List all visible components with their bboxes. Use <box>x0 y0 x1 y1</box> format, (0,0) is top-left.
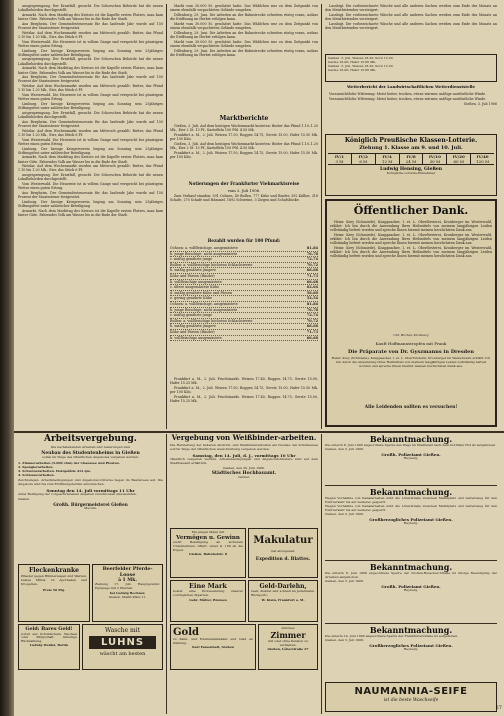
bekanntmachung-block <box>325 487 497 559</box>
bekanntmachung-heading: Bekanntmachung. <box>369 625 453 635</box>
arbeitsvergebung-item: 4. Schlosserarbeiten. <box>18 472 55 477</box>
news-paragraph: Vom Westerwald. Die Heuernte ist in vollem Gange und verspricht bei günstigem Wetter einen guten Ertrag. <box>18 182 163 191</box>
lotterie-grid <box>328 153 494 165</box>
notice-paragraph: Lassbigt. Die vorbezeichnete Wäsche und alle anderen Sachen werden zum Ende des Monats an den Meistbietenden versteigert. <box>325 21 497 30</box>
bekanntmachung-city-date: Gießen, den 3. Juli 1906. <box>325 578 364 583</box>
marktberichte-text <box>170 124 318 180</box>
page-number: 27 <box>495 705 502 711</box>
fleckenkranke-price: Preis 50 Pfg. <box>42 587 66 592</box>
lotterie-vendor-sub: Königliche Lotterie-Einnehmer <box>386 171 436 175</box>
weissbinder-notice <box>170 434 318 526</box>
grain-price-line: Gießen. 3. Juli. Weizen 18.20, Korn 15.20 <box>328 63 393 68</box>
lotterie-cell <box>447 154 471 164</box>
news-paragraph: Vom Westerwald. Die Heuernte ist in vollem Gange und verspricht bei günstigem Wetter einen guten Ertrag. <box>18 93 163 102</box>
column-divider <box>166 4 167 429</box>
grain-price-line: Gießen. 3. Juli. Weizen 18.20, Korn 15.20 <box>328 56 393 60</box>
zimmer-foot: Gießen, Löberstraße 27 <box>267 646 309 651</box>
price-value: 66–68 <box>306 279 318 284</box>
price-value: 56–60 <box>306 290 318 295</box>
arbeitsvergebung-intro: Die nachstehenden Arbeiten und Lieferungen zum <box>50 445 131 449</box>
price-value: 71–73 <box>306 329 318 334</box>
gold-body: zu Zahn- und Edelmetallankauf und Geld an Zahlung. <box>173 637 253 645</box>
bekanntmachung-body: Wegen Vornahme von Kanalarbeiten wird die Löberstraße zwischen Marktplatz und Seltersweg für den Fuhrverkehr bis auf weiteres gesperrt. <box>325 496 497 504</box>
weissbinder-body: Die Herstellung der äußeren Anstrich- und Weißbinderarbeiten am Neubau des Schulhauses soll im Wege der öffentlichen Ausschreibung vergeben werden. <box>170 443 318 451</box>
news-paragraph: Armarkt. Nach dem Markttag des Kreises ist die Kapelle ersten Platzes, man kam hinter Güte. Fahrendes Volk am Wasser bis in die Bude der Stadt. <box>18 66 163 75</box>
lotterie-class: IV/2 <box>358 154 368 159</box>
price-value: 66–68 <box>306 268 318 273</box>
bekanntmachung-office: Großh. Polizeiamt Gießen. <box>381 583 441 589</box>
dank-brand: Die Präparate von Dr. Gyszmanns in Dresden <box>348 348 474 355</box>
market-paragraph: Gießen, 3. Juli. Auf dem heutigen Wochenmarkt kosteten: Butter das Pfund 1.10–1.20 Mk., Eier 2 St. 13 Pf., Kartoffeln 100 Pfd. 4.50 Mk. <box>170 124 318 133</box>
lotterie-price: 120 M <box>476 159 490 164</box>
news-paragraph: Wetzlar. Auf dem Wochenmarkt wurden am Mittwoch gezahlt: Butter, das Pfund 1.10 bis 1.20 Mk., Eier, das Stück 6 Pf. <box>18 128 163 137</box>
dank-paragraph: Heinr. Krey (Schmiede), Knappsacker, I. et. L. Oberförsterei, Kronberger im Westerwald, erklärt: Ich bin durch die Anwendung Ihres Heilmittels von meinem langjährigen Leiden vollständig befreit worden und spreche Ihnen hiermit meinen herzlichsten Dank aus. <box>330 233 492 246</box>
viehmarkt-heading: Notierungen der Frankfurter Viehmarktsreise <box>188 182 300 187</box>
waschmittel-line1: Wasche mit <box>104 627 140 634</box>
dank-footer-bold: Alle Leidenden sollten es versuchen! <box>364 404 458 410</box>
market-closing <box>170 377 318 429</box>
price-label: Bullen: a. vollfleischige höchsten Schlachtwerts <box>170 318 253 323</box>
bekanntmachung-city-date: Gießen, den 2. Juli 1906. <box>325 446 364 451</box>
bekanntmachung-city-date: Gießen, den 3. Juli 1906. <box>325 637 364 642</box>
geld-darlehn-foot: W. Klein, Frankfurt a. M. <box>261 597 305 602</box>
column-divider <box>166 434 167 714</box>
weissbinder-body2: öffentlich vergeben werden. Arbeitsbedingungen und Angebotsformulare sind auf dem Stadtbauamt erhältlich. <box>170 456 318 465</box>
naumann-ad <box>325 682 497 712</box>
news-paragraph: Armarkt. Nach dem Markttag des Kreises ist die Kapelle ersten Platzes, man kam hinter Güte. Fahrendes Volk am Wasser bis in die Bude der Stadt. <box>18 12 163 22</box>
bekanntmachung-office: Großh. Polizeiamt Gießen. <box>381 451 441 457</box>
arbeitsvergebung-item: 1. Zimmerarbeiten (5.000 cbm) der Chaussee und Pfosten. <box>18 460 120 465</box>
lotterie-cell <box>352 154 376 164</box>
news-paragraph: ausgesprengung. Der Ernstfall, gesucht. Die Schorschen Behörde hat die neuen Lokalbehörden durchgestellt. <box>18 110 163 120</box>
price-label: c. ältere ausgemästete Kühe <box>170 285 219 290</box>
bekanntmachung-block <box>325 434 497 484</box>
news-paragraph: Markt vom 30.000 M. geschätzt hatte. Das Wäldchen war zu dem Zeitpunkt von einem ebenfalls verpachteten Gelände umgeben. <box>170 21 318 30</box>
price-value: 72–74 <box>306 257 318 262</box>
price-value: 62–64 <box>306 285 318 290</box>
price-label: Ochsen: a. vollfleischige, ausgemästete <box>170 246 238 250</box>
notice-paragraph: Lassbigt. Die vorbezeichnete Wäsche und alle anderen Sachen werden zum Ende des Monats an den Meistbietenden versteigert. <box>325 12 497 22</box>
bekanntmachung-column <box>325 434 497 680</box>
wetter-text <box>325 92 497 132</box>
arbeitsvergebung-signer: Mecum. <box>84 506 97 511</box>
news-paragraph: Markt vom 30.000 M. geschätzt hatte. Das Wäldchen war zu dem Zeitpunkt von einem ebenfalls verpachteten Gelände umgeben. <box>170 39 318 48</box>
price-value: 66–68 <box>306 335 318 340</box>
price-label: b. mäßig genährte jüngere <box>170 268 217 273</box>
marktberichte-heading: Marktberichte <box>219 115 269 122</box>
news-paragraph: Aus Bergheim. Der Gemeindesteuersatz für das laufende Jahr wurde auf 150 Prozent der Staatssteuer festgesetzt. <box>18 75 163 84</box>
notice-paragraph: Lassbigt. Die vorbezeichnete Wäsche und alle anderen Sachen werden zum Ende des Monats an den Meistbietenden versteigert. <box>325 4 497 13</box>
news-paragraph: ausgesprengung. Der Ernstfall, gesucht. Die Schorschen Behörde hat die neuen Lokalbehörden durchgestellt. <box>18 4 163 13</box>
news-paragraph: Aus Bergheim. Der Gemeindesteuersatz für das laufende Jahr wurde auf 150 Prozent der Staatssteuer festgesetzt. <box>18 21 163 30</box>
makulatur-ad <box>248 528 318 578</box>
wetter-location: Gießen, 3. Juli 1906 <box>463 101 497 106</box>
arbeitsvergebung-heading: Arbeitsvergebung. <box>44 434 137 444</box>
news-paragraph: Armarkt. Nach dem Markttag des Kreises ist die Kapelle ersten Platzes, man kam hinter Güte. Fahrendes Volk am Wasser bis in die Bude der Stadt. <box>18 208 163 217</box>
news-paragraph: Dillenburg, 29. Juni. Die Arbeiten an der Bahnstrecke schreiten rüstig voran, sodass die Eröffnung im Herbst erfolgen kann. <box>170 12 318 22</box>
lotterie-class: IV/8 <box>406 154 416 159</box>
right-notice <box>325 4 497 52</box>
news-paragraph: ausgesprengung. Der Ernstfall, gesucht. Die Schorschen Behörde hat die neuen Lokalbehörden durchgestellt. <box>18 173 163 182</box>
price-value: 72–74 <box>306 313 318 318</box>
lotterie-cell <box>328 154 352 164</box>
news-paragraph: Aus Bergheim. Der Gemeindesteuersatz für das laufende Jahr wurde auf 150 Prozent der Staatssteuer festgesetzt. <box>18 191 163 200</box>
lotterie-ad <box>325 134 497 196</box>
wetter-paragraph: Voraussichtliche Witterung: Meist heiter, trocken, etwas wärmer, mäßige nordöstliche Winde. <box>329 96 487 101</box>
bekanntmachung-signer: Heyberg. <box>403 520 419 525</box>
price-value: 70–72 <box>306 318 318 323</box>
eine-mark-title: Eine Mark <box>189 582 227 590</box>
weissbinder-signer: Gerbel. <box>238 474 250 479</box>
price-label: c. mäßig genährte junge <box>170 257 213 262</box>
dank-body-extra: Heinr. Krey (Schmiede), Knappsacker, I. et. L. Oberförsterei, Kronberger im Westerwald, erklärt: Ich bin durch die Anwendung Ihres Heilmittels von meinem langjährigen Leiden vollständig befreit worden und spreche Ihnen hiermit meinen herzlichsten Dank aus. <box>331 356 491 368</box>
price-label: Ochsen: a. vollfleischige, ausgemästete <box>170 301 238 306</box>
viehmarkt-date: vom 2. Juli 1906. <box>227 188 261 193</box>
eine-mark-body: kostet eine Probesendung unserer vorzüglichen Zigarren. <box>173 589 243 597</box>
bekanntmachung-office: Großherzogliches Polizeiamt Gießen. <box>369 642 453 648</box>
gold-foot: Karl Fassenhaft, Gießen <box>192 644 234 649</box>
market-closing-paragraph: Frankfurt a. M., 2. Juli. Fruchtmarkt. Weizen 17.40, Roggen 14.75, Gerste 15.00, Hafer 15.25 Mk. <box>170 377 318 386</box>
pferdeloose-title: Beerfelder Pferde-Loose <box>102 566 153 578</box>
arbeitsvergebung-date: Sonntag den 14. Juli vormittags 11 Uhr <box>46 488 135 494</box>
pferdeloose-ad <box>92 564 163 622</box>
weissbinder-date: Samstag, den 14. Juli, d. J., vormittags 10 Uhr <box>192 452 296 458</box>
news-paragraph: Wetzlar. Auf dem Wochenmarkt wurden am Mittwoch gezahlt: Butter, das Pfund 1.10 bis 1.20 Mk., Eier, das Stück 6 Pf. <box>18 84 163 93</box>
geld-bar-ad <box>18 624 80 670</box>
news-paragraph: Armarkt. Nach dem Markttag des Kreises ist die Kapelle ersten Platzes, man kam hinter Güte. Fahrendes Volk am Wasser bis in die Bude der Stadt. <box>18 155 163 164</box>
market-paragraph: Frankfurt a. M., 2. Juli. Weizen 17.50, Roggen 14.75, Gerste 15.00, Hafer 15.50 Mk. per 100 Kilo. <box>170 150 318 159</box>
news-paragraph: Dillenburg, 29. Juni. Die Arbeiten an der Bahnstrecke schreiten rüstig voran, sodass die Eröffnung im Herbst erfolgen kann. <box>170 48 318 57</box>
grain-price-box <box>325 54 497 82</box>
bekanntmachung-signer: Heyberg. <box>403 587 419 592</box>
bekanntmachung-block <box>325 562 497 622</box>
lotterie-cell <box>376 154 400 164</box>
news-paragraph: Vom Westerwald. Die Heuernte ist in vollem Gange und verspricht bei günstigem Wetter einen guten Ertrag. <box>18 39 163 48</box>
lotterie-cell <box>400 154 424 164</box>
market-paragraph: Gießen, 3. Juli. Auf dem heutigen Wochenmarkt kosteten: Butter das Pfund 1.10–1.20 Mk., Eier 2 St. 13 Pf., Kartoffeln 100 Pfd. 4.50 Mk. <box>170 141 318 150</box>
eine-mark-foot: Gebr. Müller, Bremen <box>189 597 227 602</box>
price-value: 81–84 <box>306 301 318 306</box>
geld-bar-title: Geld: Bares Geld! <box>25 626 73 632</box>
news-paragraph: Limburg. Der hiesige Kriegerverein beging am Sonntag sein 25jähriges Stiftungsfest unter zahlreicher Beteiligung. <box>18 199 163 209</box>
news-paragraph: Limburg. Der hiesige Kriegerverein beging am Sonntag sein 25jähriges Stiftungsfest unter zahlreicher Beteiligung. <box>18 101 163 111</box>
news-paragraph: Limburg. Der hiesige Kriegerverein beging am Sonntag sein 25jähriges Stiftungsfest unter zahlreicher Beteiligung. <box>18 48 163 57</box>
lotterie-class: IV/4 <box>382 154 392 159</box>
dank-paragraph: Heinr. Krey (Schmiede), Knappsacker, I. et. L. Oberförsterei, Kronberger im Westerwald, erklärt: Ich bin durch die Anwendung Ihres Heilmittels von meinem langjährigen Leiden vollständig befreit worden und spreche Ihnen hiermit meinen herzlichsten Dank aus. <box>330 220 492 233</box>
binding-gutter <box>0 0 14 716</box>
makulatur-foot: Expedition d. Blattes. <box>255 556 311 562</box>
zimmer-body: mit oder ohne Pension zu vermieten. <box>268 638 308 647</box>
geld-bar-foot: Ludwig Weidel, Berlin <box>29 643 69 648</box>
weissbinder-heading: Vergebung von Weißbinder-arbeiten. <box>171 433 317 442</box>
fleckenkranke-body: Pflaster gegen Hühneraugen und Warzen, bestes Mittel. In Apotheken und Drogerien. <box>21 574 87 586</box>
weissbinder-office: Städtisches Hochbauamt. <box>211 470 277 476</box>
bekanntmachung-signer: Heyberg. <box>403 646 419 651</box>
dank-body <box>330 220 492 332</box>
price-label: d. mäßig genährte Kühe und Färsen <box>170 290 233 295</box>
middle-news-column <box>170 4 318 114</box>
viehmarkt-intro <box>170 194 318 236</box>
zimmer-line1: Schönes <box>281 626 295 630</box>
arbeitsvergebung-item: 3. Schreinerarbeiten. Holzgefälle 412 qm. <box>18 468 91 473</box>
vermoegen-title: Vermögen u. Gewinn <box>176 534 240 541</box>
arbeitsvergebung-intro2: sollen im Wege des öffentlichen Angebotes vergeben werden: <box>42 454 139 459</box>
wetter-heading: Wetterbericht der Landwirtschaftlichen Wetterdienststelle <box>346 84 476 89</box>
market-paragraph: Frankfurt a. M., 2. Juli. Weizen 17.50, Roggen 14.75, Gerste 15.00, Hafer 15.50 Mk. per 100 Kilo. <box>170 132 318 142</box>
dank-heading: Öffentlicher Dank. <box>353 204 469 217</box>
price-label: Bullen: a. vollfleischige höchsten Schlachtwerts <box>170 262 253 267</box>
price-value: 76–78 <box>306 251 318 256</box>
newspaper-page <box>14 0 504 716</box>
column-divider <box>321 4 322 429</box>
price-table <box>170 246 318 376</box>
bekanntmachung-city-date: Gießen, den 2. Juli 1906. <box>325 511 364 516</box>
arbeitsvergebung-body: Zeichnungen, Arbeitsbedingungen und Angebotsvordrucke liegen im Baubureau auf. Die Angebote sind bis zum Eröffnungstermin einzureichen. <box>18 478 163 487</box>
lotterie-subheading: Ziehung 1. Klasse am 9. und 10. Juli. <box>359 145 463 151</box>
zimmer-title: Zimmer <box>270 629 306 640</box>
zimmer-ad <box>258 624 318 670</box>
geld-darlehn-title: Geld-Darlehn, <box>259 583 307 590</box>
makulatur-sub: hat abzugeben <box>271 549 295 553</box>
lotterie-cell <box>423 154 447 164</box>
dank-ad <box>325 199 497 427</box>
price-label: e. gering genährte Kühe <box>170 296 212 301</box>
price-row <box>170 336 318 342</box>
lotterie-class: IV/1 <box>334 154 345 159</box>
price-value: 52–54 <box>306 296 318 301</box>
lotterie-class: IV/20 <box>452 154 465 159</box>
arbeitsvergebung-notice <box>18 434 163 562</box>
grain-price-line: Gerste 16.00, Hafer 15.80 Mk. <box>328 59 377 64</box>
arbeitsvergebung-project: Neubau des Studentenheims in Gießen <box>41 450 140 456</box>
viehmarkt-paragraph: Zum Verkauf standen: 591 Ochsen, 49 Bullen, 777 Kühe und Rinder, 392 Kälber, 318 Schafe, 270 Schafe und Hämmel, 1892 Schweine, 3 Ziegen und Schafsböcke. <box>170 194 318 203</box>
market-closing-paragraph: Frankfurt a. M., 2. Juli. Fruchtmarkt. Weizen 17.40, Roggen 14.75, Gerste 15.00, Hafer 15.25 Mk. <box>170 394 318 403</box>
lotterie-price: 6 M <box>359 159 368 164</box>
price-header: Bezahlt wurden für 100 Pfund: <box>207 238 281 243</box>
news-paragraph: Markt vom 30.000 M. geschätzt hatte. Das Wäldchen war zu dem Zeitpunkt von einem ebenfalls verpachteten Gelände umgeben. <box>170 4 318 13</box>
geld-darlehn-body: reell, diskret und schnell an Jedermann. Rückporto. <box>251 589 315 597</box>
lotterie-heading: Königlich Preußische Klassen-Lotterie. <box>344 137 478 144</box>
price-label: Kühe und Färsen (Rinder) <box>170 329 215 334</box>
lotterie-price: 24 M <box>405 159 417 164</box>
lotterie-price: 60 M <box>453 159 464 164</box>
bekanntmachung-heading: Bekanntmachung. <box>369 487 453 497</box>
news-paragraph: Vom Westerwald. Die Heuernte ist in vollem Gange und verspricht bei günstigem Wetter einen guten Ertrag. <box>18 137 163 146</box>
waschmittel-line3: wäscht am besten <box>99 651 146 657</box>
arbeitsvergebung-body2: unter Beifügung der vorgeschriebenen Angaben verschlossen einzusenden. <box>18 492 137 497</box>
lotterie-price: 12 M <box>381 159 393 164</box>
vermoegen-line1: Ein junger Mann mit <box>191 530 225 534</box>
dank-footer: Kauft Hoffmannstropfen mit Frank <box>375 340 447 346</box>
pferdeloose-vendor-addr: Gießen, Markt-Platz 11. <box>108 594 147 599</box>
pferdeloose-price: à 1 Mk. <box>118 578 137 583</box>
lotterie-class: IV/10 <box>428 154 441 159</box>
news-paragraph: ausgesprengung. Der Ernstfall, gesucht. Die Schorschen Behörde hat die neuen Lokalbehörden durchgestellt. <box>18 57 163 66</box>
vermoegen-foot: Gießen, Bahnhofstr. 8 <box>188 551 228 556</box>
arbeitsvergebung-office: Großh. Bürgermeisterei Gießen <box>53 502 128 508</box>
eine-mark-ad <box>170 580 246 622</box>
price-value: 81–84 <box>306 246 318 250</box>
price-label: b. junge fleischige, nicht ausgemästete <box>170 251 238 256</box>
bekanntmachung-body: Die unterm 8. Juni 1906 angeordnete Sperre des Wegs im Stadtwald nach dem Gotttäler Hof ist aufgehoben. <box>325 443 497 447</box>
bekanntmachung-body: Die unterm 8. Juni 1906 angeordnete Sperre der Großen-Busecker-Straße ist infolge Beendigung der Arbeiten aufgehoben. <box>325 571 497 579</box>
notice-divider <box>325 560 497 561</box>
price-value: 76–78 <box>306 307 318 312</box>
fleckenkranke-ad <box>18 564 90 622</box>
market-closing-paragraph: Frankfurt a. M., 2. Juli. Weizen 17.50, Roggen 14.75, Gerste 15.00, Hafer 15.50 Mk. per 100 Kilo. <box>170 385 318 395</box>
pferdeloose-vendor: bei Ludwig Bochner, <box>109 590 146 595</box>
gold-ad <box>170 624 256 670</box>
bekanntmachung-signer: Heyberg. <box>403 455 419 460</box>
vermoegen-body: sucht Beteiligung an sicherem Unternehmen. Offert. unter G. 100 an die Exped. <box>173 539 243 552</box>
price-label: b. junge fleischige, nicht ausgemästete <box>170 307 238 312</box>
weissbinder-city-date: Gießen, den 30. Juni 1906. <box>223 465 265 470</box>
naumann-tagline: ist die beste Waschseife <box>383 698 439 703</box>
price-label: c. mäßig genährte junge <box>170 313 213 318</box>
price-value: 71–73 <box>306 273 318 278</box>
news-paragraph: Limburg. Der hiesige Kriegerverein beging am Sonntag sein 25jähriges Stiftungsfest unter zahlreicher Beteiligung. <box>18 146 163 155</box>
lotterie-price: 3 M <box>335 159 344 164</box>
bekanntmachung-body: Die unterm 14. Juni 1906 angeordnete Sperre der Frankfurterstraße ist aufgehoben. <box>325 634 459 638</box>
dank-signature: Chr. Böcher, Kronberg <box>393 333 429 337</box>
dank-paragraph: Heinr. Krey (Schmiede), Knappsacker, I. et. L. Oberförsterei, Kronberger im Westerwald, erklärt: Ich bin durch die Anwendung Ihres Heilmittels von meinem langjährigen Leiden vollständig befreit worden und spreche Ihnen hiermit meinen herzlichsten Dank aus. <box>330 246 492 259</box>
news-paragraph: Wetzlar. Auf dem Wochenmarkt wurden am Mittwoch gezahlt: Butter, das Pfund 1.10 bis 1.20 Mk., Eier, das Stück 6 Pf. <box>18 30 163 39</box>
gold-title: Gold <box>173 627 200 638</box>
naumann-brand: NAUMANNIA-SEIFE <box>354 686 468 697</box>
pferdeloose-body: Ziehung 17. Juli. Hauptgewinn: Equipage mit 2 Pferden. <box>95 582 160 590</box>
makulatur-title: Makulatur <box>253 535 313 546</box>
price-value: 66–68 <box>306 324 318 329</box>
notice-divider <box>325 623 497 624</box>
price-label: Kühe und Färsen (Rinder) <box>170 273 215 278</box>
geld-darlehn-ad <box>248 580 318 622</box>
arbeitsvergebung-city: Gießen. <box>18 497 31 502</box>
lotterie-cell <box>471 154 494 164</box>
price-label: b. vollfleischige ausgemästete <box>170 279 222 284</box>
lotterie-price: 30 M <box>429 159 441 164</box>
waschmittel-brand: LUHNS <box>89 636 156 649</box>
price-value: 70–72 <box>306 262 318 267</box>
column-divider <box>321 434 322 714</box>
price-label: b. vollfleischige ausgemästete <box>170 335 222 340</box>
arbeitsvergebung-item: 2. Spenglerarbeiten. <box>18 464 54 469</box>
bekanntmachung-office: Großherzogliches Polizeiamt Gießen. <box>369 516 453 522</box>
waschmittel-ad <box>82 624 163 670</box>
lotterie-vendor: Ludwig Hensing, Gießen <box>379 167 443 172</box>
bekanntmachung-heading: Bekanntmachung. <box>369 562 453 572</box>
news-paragraph: Dillenburg, 29. Juni. Die Arbeiten an der Bahnstrecke schreiten rüstig voran, sodass die Eröffnung im Herbst erfolgen kann. <box>170 30 318 39</box>
news-paragraph: Wetzlar. Auf dem Wochenmarkt wurden am Mittwoch gezahlt: Butter, das Pfund 1.10 bis 1.20 Mk., Eier, das Stück 6 Pf. <box>18 164 163 173</box>
vermoegen-ad <box>170 528 246 578</box>
news-paragraph: Aus Bergheim. Der Gemeindesteuersatz für das laufende Jahr wurde auf 150 Prozent der Staatssteuer festgesetzt. <box>18 119 163 128</box>
left-news-column <box>18 4 163 429</box>
bekanntmachung-block <box>325 625 497 680</box>
wetter-paragraph: Voraussichtliche Witterung: Meist heiter, trocken, etwas wärmer, mäßige nordöstliche Winde. <box>329 92 487 96</box>
price-label: b. mäßig genährte jüngere <box>170 324 217 329</box>
grain-price-line: Gerste 16.00, Hafer 15.80 Mk. <box>328 67 377 72</box>
geld-bar-body: sofort auf Schuldschein, Wechsel oder Bürgschaft. Günstige Rückzahlung. <box>21 631 77 644</box>
bekanntmachung-heading: Bekanntmachung. <box>369 434 453 444</box>
lotterie-class: IV/40 <box>476 154 489 159</box>
notice-divider <box>325 485 497 486</box>
bekanntmachung-body: Wegen Vornahme von Kanalarbeiten wird die Löberstraße zwischen Marktplatz und Seltersweg für den Fuhrverkehr bis auf weiteres gesperrt. <box>325 503 497 512</box>
fleckenkranke-title: Fleckenkranke <box>29 567 79 574</box>
